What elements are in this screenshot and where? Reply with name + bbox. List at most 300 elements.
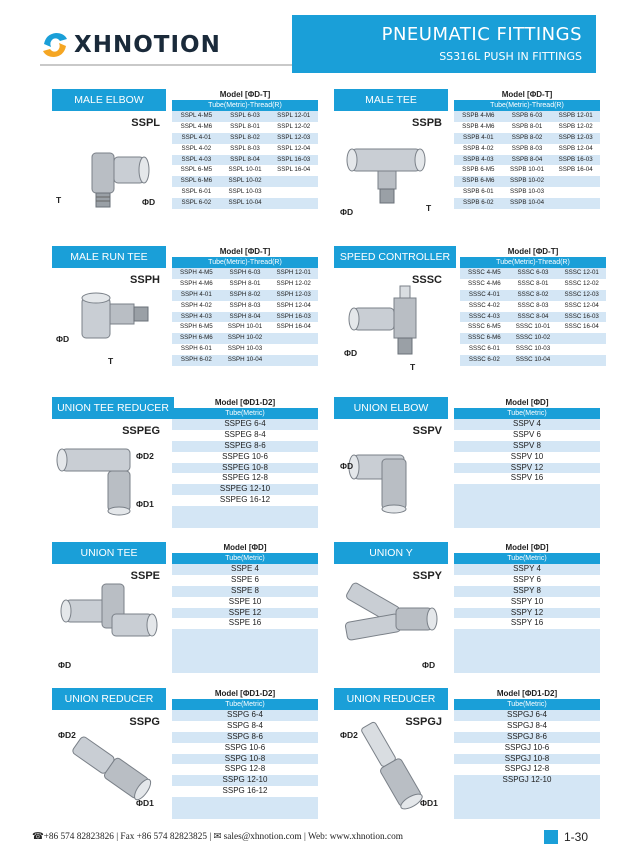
table-cell: SSPL 12-01	[277, 112, 311, 119]
table-cell: SSPH 6-02	[180, 356, 212, 364]
label-od: ΦD	[340, 461, 354, 471]
section-title: UNION TEE REDUCER	[52, 397, 174, 419]
table-subheader: Tube(Metric)	[172, 553, 318, 564]
table-cell: SSSC 8-01	[517, 279, 549, 287]
table-cell	[269, 355, 318, 366]
table-cell: SSPH 10-03	[227, 345, 263, 353]
table-model-header: Model [ΦD1-D2]	[214, 398, 276, 407]
table-cell: SSPH 4-M5	[180, 269, 213, 276]
table-row	[454, 122, 600, 133]
table-cell: SSPL 10-01	[228, 166, 262, 174]
section-union-tee-reducer	[52, 397, 322, 531]
table-cell: SSPG 12-8	[224, 764, 266, 774]
table-cell	[269, 333, 318, 344]
table-cell: SSPH 6-01	[180, 345, 212, 353]
table-row	[172, 165, 318, 176]
table-cell: SSPE 12	[228, 607, 262, 617]
table-row	[454, 808, 600, 819]
table-cell: SSPY 8	[513, 585, 541, 595]
table-cell: SSPEG 6-4	[224, 419, 266, 428]
product-code: SSPH	[130, 274, 160, 286]
table-cell: SSPE 10	[228, 596, 262, 606]
table-cell: SSPL 6-M5	[180, 166, 213, 174]
table-cell	[269, 176, 318, 187]
model-table	[454, 397, 600, 528]
table-cell: SSSC 4-M6	[468, 279, 501, 287]
model-table	[172, 688, 318, 819]
model-table	[172, 246, 318, 366]
table-cell: SSPL 12-03	[277, 133, 311, 141]
table-cell: SSPV 16	[510, 473, 544, 483]
table-cell: SSSC 6-M6	[468, 334, 501, 342]
table-row	[172, 775, 318, 786]
table-cell: SSPL 4-M6	[180, 122, 213, 130]
table-row	[454, 775, 600, 786]
table-row	[172, 419, 318, 430]
table-model-header: Model [ΦD1-D2]	[214, 689, 276, 698]
table-row	[172, 333, 318, 344]
table-cell: SSPG 10-6	[224, 742, 266, 752]
model-table	[454, 542, 600, 673]
label-t: T	[410, 362, 416, 372]
table-cell: SSPL 4-M5	[180, 112, 213, 119]
table-row	[172, 743, 318, 754]
section-speed-controller	[334, 246, 604, 380]
table-cell: SSPE 8	[230, 585, 259, 595]
table-row	[460, 333, 606, 344]
label-od: ΦD	[58, 660, 72, 670]
table-cell: SSPB 6-01	[463, 188, 494, 196]
table-cell: SSSC 6-01	[468, 345, 500, 353]
table-cell: SSPH 8-02	[229, 290, 261, 298]
table-cell: SSPL 6-03	[230, 112, 260, 119]
table-cell: SSPEG 12-10	[219, 484, 271, 494]
product-code: SSPB	[412, 117, 442, 129]
page-header	[0, 0, 638, 78]
product-code: SSPV	[412, 425, 442, 437]
table-cell: SSPB 4-M6	[462, 112, 495, 119]
table-row	[172, 430, 318, 441]
table-row	[172, 618, 318, 629]
table-subheader: Tube(Metric)	[454, 408, 600, 419]
table-cell: SSPH 12-01	[276, 269, 311, 276]
table-row	[454, 430, 600, 441]
table-cell: SSPL 8-04	[230, 155, 260, 163]
table-cell: SSPB 10-01	[509, 166, 545, 174]
table-cell: SSPB 8-02	[511, 133, 543, 141]
table-row	[172, 484, 318, 495]
table-cell: SSPB 12-03	[558, 133, 593, 141]
table-row	[172, 322, 318, 333]
table-cell: SSPH 10-01	[227, 323, 263, 331]
product-code: SSPY	[412, 570, 442, 582]
table-row	[454, 732, 600, 743]
table-cell: SSPY 6	[513, 574, 541, 584]
table-row	[454, 133, 600, 144]
product-code: SSPE	[130, 570, 160, 582]
table-cell	[557, 344, 606, 355]
table-model-header: Model [ΦD-T]	[219, 90, 271, 99]
table-cell	[269, 344, 318, 355]
table-row	[172, 452, 318, 463]
table-cell: SSSC 4-01	[468, 290, 500, 298]
table-row	[172, 473, 318, 484]
table-subheader: Tube(Metric)-Thread(R)	[460, 257, 606, 268]
model-table	[172, 397, 318, 528]
table-cell: SSPY 4	[513, 564, 541, 573]
table-cell: SSPL 6-02	[181, 199, 212, 207]
label-t: T	[426, 203, 432, 213]
table-cell: SSPL 4-02	[181, 144, 212, 152]
table-cell	[557, 355, 606, 366]
label-od: ΦD	[56, 334, 70, 344]
table-row	[172, 187, 318, 198]
label-od1: ΦD1	[420, 798, 438, 808]
model-table	[172, 542, 318, 673]
table-cell: SSPE 6	[230, 574, 259, 584]
table-cell: SSPGJ 12-8	[504, 764, 550, 774]
table-cell: SSSC 10-03	[515, 345, 551, 353]
table-cell: SSPV 8	[512, 440, 541, 450]
table-row	[460, 322, 606, 333]
brand-name: XHNOTION	[74, 32, 221, 58]
table-cell: SSSC 16-03	[564, 312, 599, 320]
table-cell: SSPB 6-M5	[462, 166, 495, 174]
table-cell: SSPH 6-M5	[180, 323, 213, 331]
footer-contact: ☎+86 574 82823826 | Fax +86 574 82823825 | ✉ sales@xhnotion.com | Web: www.xhnotion.com	[32, 832, 403, 842]
table-row	[172, 111, 318, 122]
label-od: ΦD	[422, 660, 436, 670]
table-row	[454, 473, 600, 484]
table-cell: SSPH 6-M6	[180, 334, 213, 342]
table-cell	[551, 198, 600, 209]
table-cell: SSPV 6	[512, 429, 541, 439]
table-cell: SSPB 6-M6	[462, 177, 495, 185]
table-cell: SSPB 10-04	[509, 199, 545, 207]
table-row	[172, 597, 318, 608]
table-row	[172, 732, 318, 743]
table-cell: SSPH 12-02	[276, 279, 311, 287]
table-cell: SSPB 8-01	[511, 122, 543, 130]
table-cell: SSPG 12-10	[222, 775, 268, 785]
table-row	[172, 764, 318, 775]
table-row	[454, 187, 600, 198]
table-cell: SSSC 4-M5	[468, 269, 501, 276]
table-row	[172, 564, 318, 575]
product-image	[52, 268, 166, 380]
table-cell: SSSC 4-02	[468, 301, 500, 309]
table-row	[172, 786, 318, 797]
table-cell: SSPG 16-12	[222, 786, 268, 796]
table-cell: SSPH 4-03	[180, 312, 212, 320]
table-cell: SSSC 16-04	[564, 323, 599, 331]
table-row	[172, 629, 318, 640]
table-cell: SSPB 4-M6	[462, 122, 495, 130]
product-code: SSPGJ	[405, 716, 442, 728]
table-cell: SSSC 12-03	[564, 290, 599, 298]
table-row	[172, 301, 318, 312]
table-cell: SSPH 6-03	[229, 269, 261, 276]
table-row	[172, 506, 318, 517]
table-cell: SSPY 16	[510, 618, 544, 628]
table-row	[172, 808, 318, 819]
table-cell: SSPV 4	[512, 419, 541, 428]
table-row	[454, 662, 600, 673]
table-row	[460, 344, 606, 355]
table-cell: SSPL 6-M6	[180, 177, 213, 185]
table-cell: SSPEG 10-6	[222, 451, 268, 461]
section-union-tee	[52, 542, 322, 676]
table-row	[172, 586, 318, 597]
table-cell: SSPG 8-6	[226, 731, 263, 741]
table-row	[454, 608, 600, 619]
table-row	[454, 441, 600, 452]
table-cell: SSSC 10-01	[515, 323, 551, 331]
table-cell: SSPE 4	[230, 564, 259, 573]
section-title: UNION Y	[334, 542, 448, 564]
table-cell: SSPEG 12-8	[222, 473, 268, 483]
product-image	[52, 564, 166, 676]
table-cell: SSSC 10-04	[515, 356, 551, 364]
table-cell: SSPV 12	[510, 462, 544, 472]
section-union-elbow	[334, 397, 604, 531]
table-cell: SSPL 4-01	[181, 133, 212, 141]
section-union-reducer-sspg	[52, 688, 322, 822]
model-table	[460, 246, 606, 366]
table-cell: SSPL 4-03	[181, 155, 212, 163]
table-cell: SSSC 6-03	[517, 269, 549, 276]
table-row	[454, 721, 600, 732]
section-title: SPEED CONTROLLER	[334, 246, 456, 268]
table-row	[454, 495, 600, 506]
table-subheader: Tube(Metric)	[172, 699, 318, 710]
model-table	[454, 89, 600, 209]
table-cell: SSPEG 10-8	[222, 462, 268, 472]
table-row	[454, 155, 600, 166]
table-row	[172, 608, 318, 619]
table-cell: SSPEG 16-12	[219, 495, 271, 505]
table-row	[454, 463, 600, 474]
header-divider	[40, 64, 292, 66]
table-row	[172, 575, 318, 586]
table-cell: SSSC 8-02	[517, 290, 549, 298]
table-row	[454, 506, 600, 517]
table-cell: SSSC 12-01	[564, 269, 599, 276]
page-number: 1-30	[564, 830, 589, 844]
table-row	[172, 754, 318, 765]
table-row	[460, 279, 606, 290]
product-image	[52, 710, 166, 822]
section-male-tee	[334, 89, 604, 223]
table-row	[172, 710, 318, 721]
product-image	[334, 564, 448, 676]
table-row	[454, 575, 600, 586]
table-cell: SSPH 8-04	[229, 312, 261, 320]
table-cell: SSPGJ 8-4	[506, 720, 547, 730]
table-row	[172, 198, 318, 209]
label-od1: ΦD1	[136, 798, 154, 808]
label-od: ΦD	[142, 197, 156, 207]
table-cell: SSSC 8-03	[517, 301, 549, 309]
table-subheader: Tube(Metric)	[172, 408, 318, 419]
table-subheader: Tube(Metric)-Thread(R)	[172, 257, 318, 268]
table-cell: SSPL 10-02	[228, 177, 262, 185]
table-row	[172, 517, 318, 528]
product-code: SSPEG	[122, 425, 160, 437]
product-image	[52, 419, 166, 531]
table-cell: SSPH 4-02	[180, 301, 212, 309]
page-title: PNEUMATIC FITTINGS	[381, 24, 582, 45]
table-cell: SSPB 4-01	[463, 133, 494, 141]
table-row	[454, 564, 600, 575]
table-cell: SSPH 16-03	[276, 312, 311, 320]
table-cell: SSPH 10-02	[227, 334, 263, 342]
table-row	[454, 786, 600, 797]
page-marker	[544, 830, 558, 844]
section-title: UNION REDUCER	[334, 688, 448, 710]
table-row	[172, 268, 318, 279]
product-code: SSPG	[129, 716, 160, 728]
table-row	[454, 629, 600, 640]
table-cell: SSPEG 8-4	[224, 429, 266, 439]
table-cell: SSPH 8-01	[229, 279, 261, 287]
table-row	[454, 165, 600, 176]
table-row	[460, 268, 606, 279]
table-row	[172, 312, 318, 323]
table-row	[454, 710, 600, 721]
product-image	[52, 111, 166, 223]
table-row	[454, 754, 600, 765]
table-subheader: Tube(Metric)	[454, 699, 600, 710]
table-cell: SSPB 8-04	[511, 155, 543, 163]
table-row	[454, 651, 600, 662]
table-model-header: Model [ΦD]	[505, 543, 549, 552]
table-row	[454, 176, 600, 187]
brand-logo	[40, 30, 221, 60]
table-cell: SSPL 12-04	[277, 144, 311, 152]
table-cell: SSPL 10-03	[228, 188, 262, 196]
table-row	[454, 586, 600, 597]
product-image	[334, 268, 448, 380]
table-row	[454, 484, 600, 495]
table-cell: SSPY 10	[510, 596, 544, 606]
table-cell: SSPGJ 8-6	[506, 731, 547, 741]
table-cell: SSPB 12-01	[558, 112, 593, 119]
table-row	[454, 144, 600, 155]
table-cell: SSPB 12-04	[558, 144, 593, 152]
section-title: UNION TEE	[52, 542, 166, 564]
product-image	[334, 111, 448, 223]
table-cell: SSPGJ 10-6	[504, 742, 550, 752]
table-cell: SSPH 12-03	[276, 290, 311, 298]
table-model-header: Model [ΦD1-D2]	[496, 689, 558, 698]
section-title: UNION ELBOW	[334, 397, 448, 419]
table-row	[454, 640, 600, 651]
table-row	[172, 176, 318, 187]
table-cell	[557, 333, 606, 344]
table-row	[460, 312, 606, 323]
product-code: SSPL	[131, 117, 160, 129]
table-cell: SSPH 4-M6	[180, 279, 213, 287]
brand-logo-icon	[40, 30, 70, 60]
table-cell: SSPL 16-04	[277, 166, 311, 174]
table-model-header: Model [ΦD]	[223, 543, 267, 552]
table-row	[454, 797, 600, 808]
table-cell: SSSC 6-M5	[468, 323, 501, 331]
label-t: T	[56, 195, 62, 205]
table-cell: SSSC 6-02	[468, 356, 500, 364]
table-row	[172, 721, 318, 732]
table-cell: SSPG 8-4	[226, 720, 263, 730]
table-cell: SSPB 10-02	[509, 177, 545, 185]
table-row	[172, 441, 318, 452]
table-model-header: Model [ΦD-T]	[507, 247, 559, 256]
product-code: SSSC	[412, 274, 442, 286]
table-row	[454, 198, 600, 209]
table-row	[172, 144, 318, 155]
table-cell: SSPL 10-04	[228, 199, 262, 207]
table-cell: SSSC 10-02	[515, 334, 551, 342]
table-cell: SSPH 12-04	[276, 301, 311, 309]
section-title: UNION REDUCER	[52, 688, 166, 710]
table-cell: SSSC 12-04	[564, 301, 599, 309]
label-t: T	[108, 356, 114, 366]
table-model-header: Model [ΦD]	[505, 398, 549, 407]
table-row	[172, 355, 318, 366]
table-row	[454, 618, 600, 629]
table-cell: SSPB 8-03	[511, 144, 543, 152]
label-od1: ΦD1	[136, 499, 154, 509]
table-row	[172, 344, 318, 355]
table-cell: SSPB 4-02	[463, 144, 494, 152]
label-od2: ΦD2	[58, 730, 76, 740]
product-image	[334, 710, 448, 822]
product-image	[334, 419, 448, 531]
model-table	[454, 688, 600, 819]
table-cell: SSPEG 8-6	[224, 440, 266, 450]
table-cell: SSPGJ 6-4	[506, 710, 547, 719]
table-cell: SSPG 6-4	[226, 710, 263, 719]
table-cell: SSPL 6-01	[181, 188, 212, 196]
table-cell: SSPB 6-03	[511, 112, 543, 119]
table-row	[454, 517, 600, 528]
table-row	[172, 662, 318, 673]
table-cell: SSPB 16-04	[558, 166, 593, 174]
table-cell: SSPL 16-03	[277, 155, 311, 163]
table-subheader: Tube(Metric)-Thread(R)	[172, 100, 318, 111]
table-cell: SSPB 10-03	[509, 188, 545, 196]
label-od2: ΦD2	[340, 730, 358, 740]
table-cell	[269, 187, 318, 198]
table-cell: SSPL 12-02	[277, 122, 311, 130]
table-row	[172, 651, 318, 662]
table-cell: SSPGJ 10-8	[504, 753, 550, 763]
table-cell	[269, 198, 318, 209]
table-cell: SSSC 12-02	[564, 279, 599, 287]
table-model-header: Model [ΦD-T]	[219, 247, 271, 256]
table-row	[172, 463, 318, 474]
section-title: MALE RUN TEE	[52, 246, 166, 268]
table-subheader: Tube(Metric)	[454, 553, 600, 564]
table-row	[172, 279, 318, 290]
label-od2: ΦD2	[136, 451, 154, 461]
table-cell: SSPB 6-02	[463, 199, 494, 207]
table-row	[172, 122, 318, 133]
title-banner	[292, 15, 596, 73]
table-row	[172, 640, 318, 651]
table-cell: SSPGJ 12-10	[502, 775, 552, 785]
table-row	[460, 290, 606, 301]
